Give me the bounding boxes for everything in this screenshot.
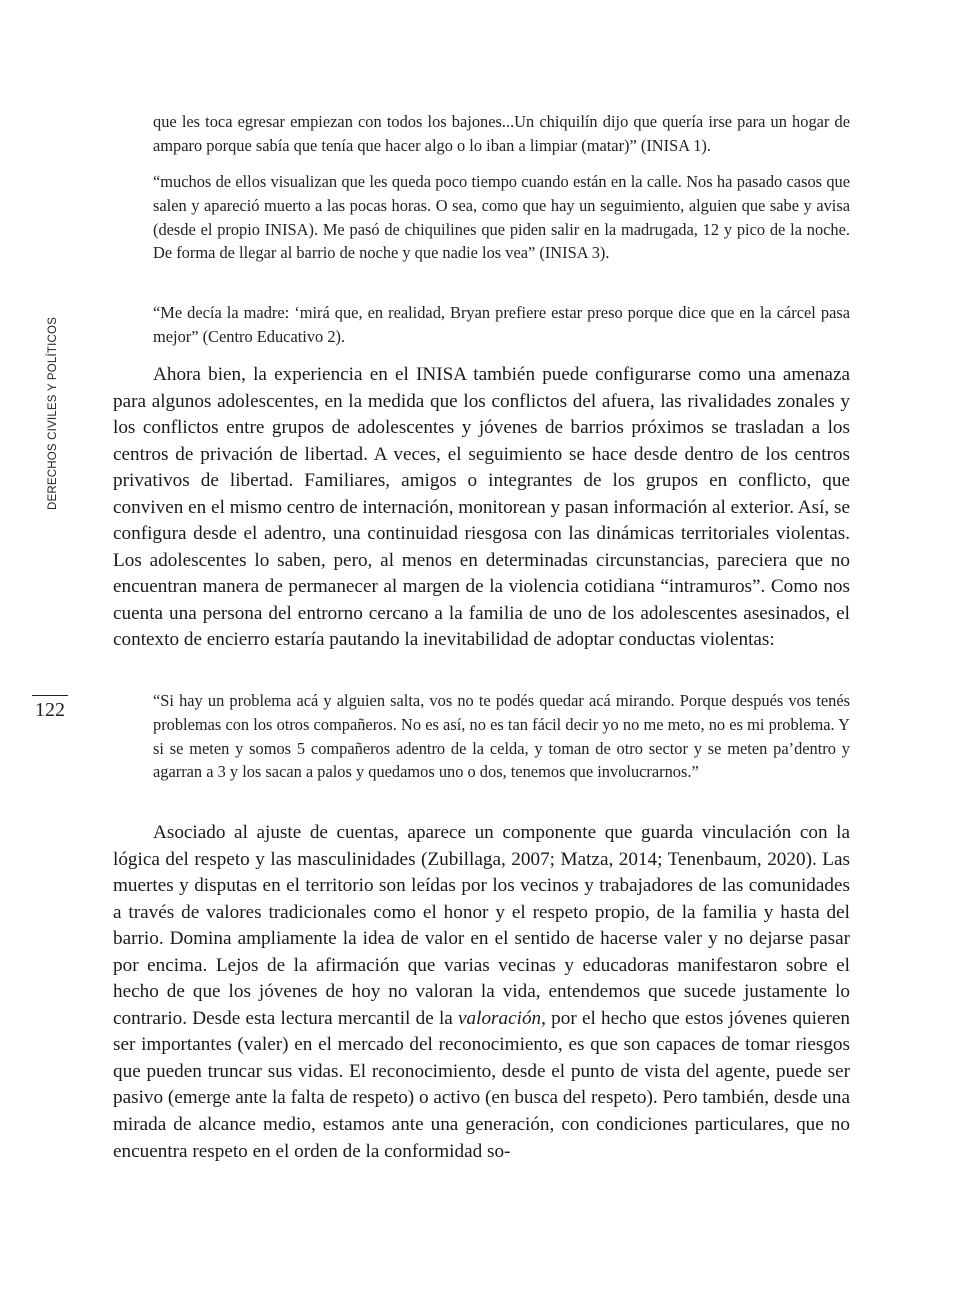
block-quote-3: “Me decía la madre: ‘mirá que, en realidad, Bryan prefiere estar preso porque dice que en la cárcel pasa mejor” (Centro Educativo 2). xyxy=(153,303,850,346)
body-paragraph-2 xyxy=(113,820,850,1165)
page-number-rule xyxy=(32,695,68,696)
block-quote-4: “Si hay un problema acá y alguien salta, vos no te podés quedar acá mirando. Porque después vos tenés problemas con los otros compañeros. No es así, no es tan fácil decir yo no me meto, no es mi problema. Y si se meten y somos 5 compañeros adentro de la celda, y toman de otro sector y se meten pa’dentro y agarran a 3 y los sacan a palos y quedamos uno o dos, tenemos que involucrarnos.” xyxy=(153,691,850,782)
paragraph-2-text-end: , por el hecho que estos jóvenes quieren ser importantes (valer) en el mercado del reconocimiento, es que son capaces de tomar riesgos que pueden truncar sus vidas. El reconocimiento, desde el punto de vista del agente, puede ser pasivo (emerge ante la falta de respeto) o activo (en busca del respeto). Pero también, desde una mirada de alcance medio, estamos ante una generación, con condiciones particulares, que no encuentra respeto en el orden de la conformidad so- xyxy=(113,1007,851,1162)
paragraph-2-italic-term: valoración xyxy=(458,1007,542,1029)
page-number: 122 xyxy=(35,699,65,721)
body-paragraph-1: Ahora bien, la experiencia en el INISA también puede configurarse como una amenaza para algunos adolescentes, en la medida que los conflictos del afuera, las rivalidades zonales y los conflictos entre grupos de adolescentes y jóvenes de barrios próximos se trasladan a los centros de privación de libertad. A veces, el seguimiento se hace desde dentro de los centros privativos de libertad. Familiares, amigos o integrantes de los grupos en conflicto, que conviven en el mismo centro de internación, monitorean y pasan información al exterior. Así, se configura desde el adentro, una continuidad riesgosa con las dinámicas territoriales violentas. Los adolescentes lo saben, pero, al menos en determinadas circunstancias, pareciera que no encuentran manera de permanecer al margen de la violencia cotidiana “intramuros”. Como nos cuenta una persona del entrorno cercano a la familia de uno de los adolescentes asesinados, el contexto de encierro estaría pautando la inevitabilidad de adoptar conductas violentas: xyxy=(113,364,850,651)
running-section-label: DERECHOS CIVILES Y POLÍTICOS xyxy=(47,316,59,510)
paragraph-2-text-start: Asociado al ajuste de cuentas, aparece un componente que guarda vinculación con la lógica del respeto y las masculinidades (Zubillaga, 2007; Matza, 2014; Tenenbaum, 2020). Las muertes y disputas en el territorio son leídas por los vecinos y trabajadores de las comunidades a través de valores tradicionales como el honor y el respeto propio, de la familia y hasta del barrio. Domina ampliamente la idea de valor en el sentido de hacerse valer y no dejarse pasar por encima. Lejos de la afirmación que varias vecinas y educadoras manifestaron sobre el hecho de que los jóvenes de hoy no valoran la vida, entendemos que sucede justamente lo contrario. Desde esta lectura mercantil de la xyxy=(113,822,850,1029)
block-quote-2: “muchos de ellos visualizan que les queda poco tiempo cuando están en la calle. Nos ha pasado casos que salen y apareció muerto a las pocas horas. O sea, como que hay un seguimiento, alguien que sabe y avisa (desde el propio INISA). Me pasó de chiquilines que piden salir en la madrugada, 12 y pico de la noche. De forma de llegar al barrio de noche y que nadie los vea” (INISA 3). xyxy=(153,172,850,263)
block-quote-1: que les toca egresar empiezan con todos los bajones...Un chiquilín dijo que quería irse para un hogar de amparo porque sabía que tenía que hacer algo o lo iban a limpiar (matar)” (INISA 1). xyxy=(153,112,850,155)
